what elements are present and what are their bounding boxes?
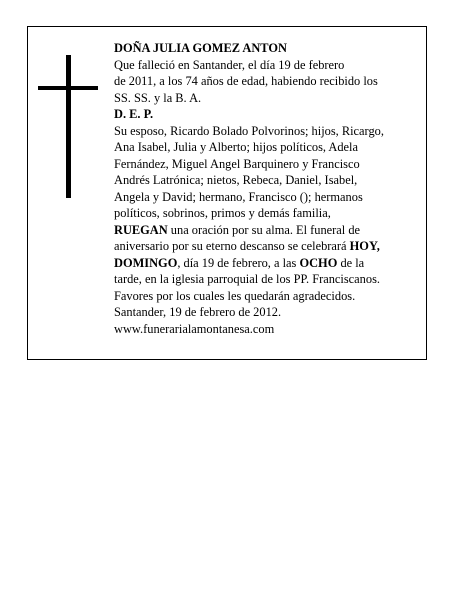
- ruegan-word: RUEGAN: [114, 222, 168, 237]
- family-line-6: políticos, sobrinos, primos y demás familia,: [114, 206, 331, 220]
- date-place-line: Santander, 19 de febrero de 2012.: [114, 305, 282, 319]
- obituary-text: [114, 40, 416, 337]
- domingo-mid: , día 19 de febrero, a las: [177, 255, 300, 270]
- family-line-4: Andrés Latrónica; nietos, Rebeca, Daniel, Isabel,: [114, 173, 358, 187]
- domingo-post: de la: [337, 255, 365, 270]
- hoy-word: HOY,: [349, 239, 380, 253]
- death-line-2: de 2011, a los 74 años de edad, habiendo recibido los: [114, 74, 378, 88]
- dep-line: D. E. P.: [114, 107, 154, 121]
- family-line-3: Fernández, Miguel Angel Barquinero y Francisco: [114, 156, 360, 171]
- death-line-3: SS. SS. y la B. A.: [114, 90, 202, 105]
- cross-vertical-bar: [66, 55, 71, 198]
- aniversario-line: [114, 238, 416, 255]
- cross-icon: [38, 55, 98, 198]
- family-line-1: Su esposo, Ricardo Bolado Polvorinos; hijos, Ricargo,: [114, 123, 384, 138]
- deceased-name: DOÑA JULIA GOMEZ ANTON: [114, 41, 287, 55]
- domingo-line: [114, 255, 416, 272]
- ruegan-rest: una oración por su alma. El funeral de: [167, 222, 361, 237]
- ocho-word: OCHO: [299, 255, 338, 270]
- family-line-2: Ana Isabel, Julia y Alberto; hijos políticos, Adela: [114, 140, 358, 154]
- aniversario-text: aniversario por su eterno descanso se celebrará: [114, 239, 350, 253]
- obituary-notice: [27, 26, 427, 360]
- closing-line-2: Favores por los cuales les quedarán agradecidos.: [114, 288, 356, 303]
- family-line-5: Angela y David; hermano, Francisco (); hermanos: [114, 189, 363, 204]
- website-line: www.funerarialamontanesa.com: [114, 321, 275, 336]
- cross-horizontal-bar: [38, 86, 98, 90]
- ruegan-line: [114, 222, 416, 239]
- death-line-1: Que falleció en Santander, el día 19 de febrero: [114, 57, 345, 72]
- domingo-word: DOMINGO: [114, 255, 178, 270]
- closing-line-1: tarde, en la iglesia parroquial de los PP. Franciscanos.: [114, 272, 380, 286]
